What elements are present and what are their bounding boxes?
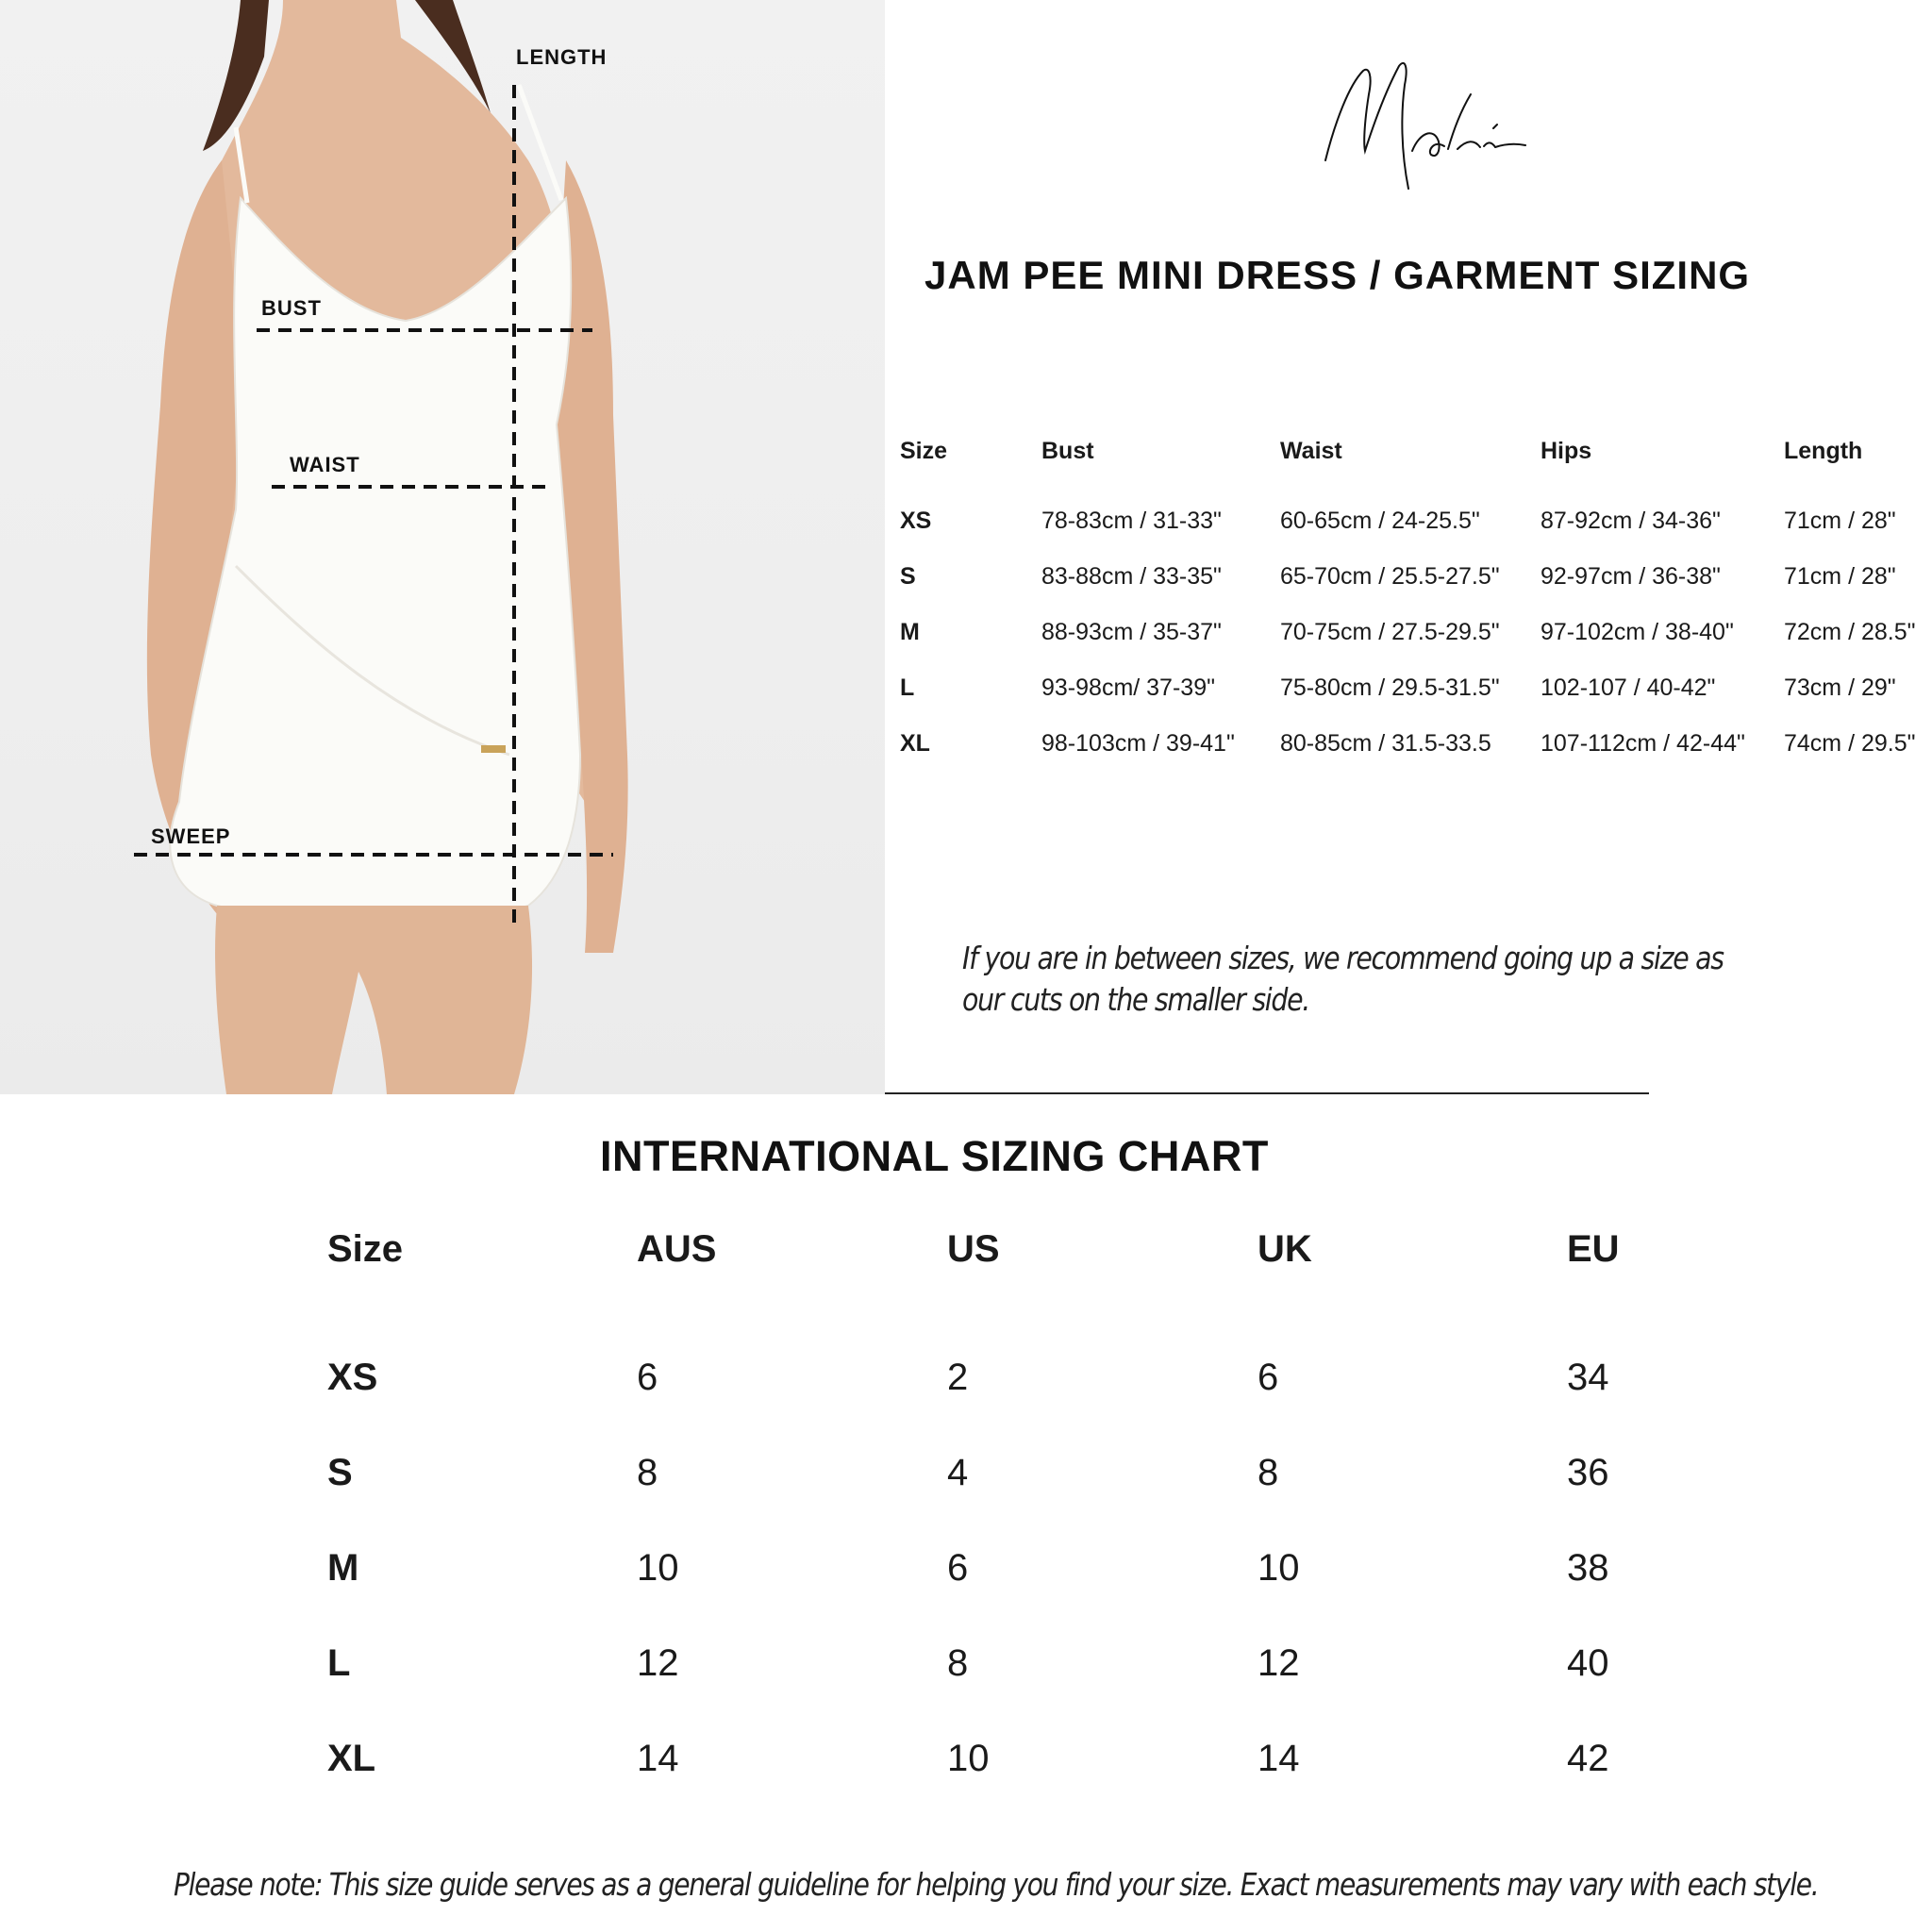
garment-header-waist: Waist: [1280, 438, 1342, 464]
intl-aus-cell: 10: [637, 1547, 679, 1589]
garment-bust-cell: 88-93cm / 35-37": [1041, 619, 1222, 645]
model-photo: [0, 0, 885, 1094]
garment-hips-cell: 97-102cm / 38-40": [1541, 619, 1734, 645]
garment-size-cell: XL: [900, 730, 930, 757]
intl-size-cell: L: [327, 1642, 351, 1684]
garment-length-cell: 74cm / 29.5": [1784, 730, 1916, 757]
garment-waist-cell: 70-75cm / 27.5-29.5": [1280, 619, 1500, 645]
garment-waist-cell: 80-85cm / 31.5-33.5: [1280, 730, 1491, 757]
intl-size-cell: M: [327, 1547, 359, 1589]
international-sizing-title: INTERNATIONAL SIZING CHART: [600, 1132, 1269, 1180]
intl-eu-cell: 34: [1567, 1357, 1609, 1398]
section-divider: [885, 1092, 1649, 1094]
intl-header-aus: AUS: [637, 1228, 717, 1270]
intl-aus-cell: 14: [637, 1738, 679, 1779]
intl-uk-cell: 6: [1257, 1357, 1279, 1398]
intl-size-cell: XL: [327, 1738, 376, 1779]
garment-length-cell: 71cm / 28": [1784, 508, 1896, 534]
intl-us-cell: 10: [947, 1738, 990, 1779]
intl-size-cell: XS: [327, 1357, 378, 1398]
intl-aus-cell: 6: [637, 1357, 658, 1398]
intl-aus-cell: 12: [637, 1642, 679, 1684]
garment-header-size: Size: [900, 438, 948, 464]
garment-bust-cell: 83-88cm / 33-35": [1041, 563, 1222, 590]
intl-eu-cell: 36: [1567, 1452, 1609, 1493]
intl-eu-cell: 38: [1567, 1547, 1609, 1589]
garment-header-length: Length: [1784, 438, 1863, 464]
garment-length-cell: 71cm / 28": [1784, 563, 1896, 590]
garment-length-cell: 72cm / 28.5": [1784, 619, 1916, 645]
garment-hips-cell: 87-92cm / 34-36": [1541, 508, 1721, 534]
bust-label: BUST: [261, 296, 322, 320]
garment-sizing-title: JAM PEE MINI DRESS / GARMENT SIZING: [924, 253, 1751, 297]
garment-waist-cell: 65-70cm / 25.5-27.5": [1280, 563, 1500, 590]
intl-header-eu: EU: [1567, 1228, 1620, 1270]
garment-size-cell: M: [900, 619, 920, 645]
waist-label: WAIST: [290, 453, 360, 476]
garment-header-hips: Hips: [1541, 438, 1592, 464]
garment-bust-cell: 93-98cm/ 37-39": [1041, 675, 1215, 701]
garment-bust-cell: 78-83cm / 31-33": [1041, 508, 1222, 534]
intl-uk-cell: 14: [1257, 1738, 1300, 1779]
intl-aus-cell: 8: [637, 1452, 658, 1493]
garment-bust-cell: 98-103cm / 39-41": [1041, 730, 1235, 757]
intl-us-cell: 4: [947, 1452, 969, 1493]
garment-waist-cell: 60-65cm / 24-25.5": [1280, 508, 1480, 534]
intl-eu-cell: 42: [1567, 1738, 1609, 1779]
length-label: LENGTH: [516, 45, 608, 69]
intl-header-us: US: [947, 1228, 1000, 1270]
garment-hips-cell: 102-107 / 40-42": [1541, 675, 1716, 701]
intl-us-cell: 6: [947, 1547, 969, 1589]
brand-logo: [1307, 38, 1533, 208]
intl-eu-cell: 40: [1567, 1642, 1609, 1684]
intl-uk-cell: 12: [1257, 1642, 1300, 1684]
garment-header-bust: Bust: [1041, 438, 1094, 464]
garment-size-cell: L: [900, 675, 915, 701]
intl-uk-cell: 8: [1257, 1452, 1279, 1493]
intl-size-cell: S: [327, 1452, 353, 1493]
intl-header-uk: UK: [1257, 1228, 1312, 1270]
garment-waist-cell: 75-80cm / 29.5-31.5": [1280, 675, 1500, 701]
garment-length-cell: 73cm / 29": [1784, 675, 1896, 701]
intl-us-cell: 8: [947, 1642, 969, 1684]
garment-size-cell: S: [900, 563, 916, 590]
size-guide-disclaimer: Please note: This size guide serves as a general guideline for helping you find your size. Exact measurements may vary with each style.: [174, 1866, 1819, 1903]
garment-size-cell: XS: [900, 508, 932, 534]
intl-header-size: Size: [327, 1228, 404, 1270]
sizing-recommendation-note: If you are in between sizes, we recommend going up a size as our cuts on the smaller side.: [962, 940, 1724, 1018]
garment-hips-cell: 92-97cm / 36-38": [1541, 563, 1721, 590]
intl-us-cell: 2: [947, 1357, 969, 1398]
sweep-label: SWEEP: [151, 824, 231, 848]
brand-signature: [1307, 38, 1533, 208]
garment-hips-cell: 107-112cm / 42-44": [1541, 730, 1745, 757]
intl-uk-cell: 10: [1257, 1547, 1300, 1589]
model-illustration: [0, 0, 885, 1094]
